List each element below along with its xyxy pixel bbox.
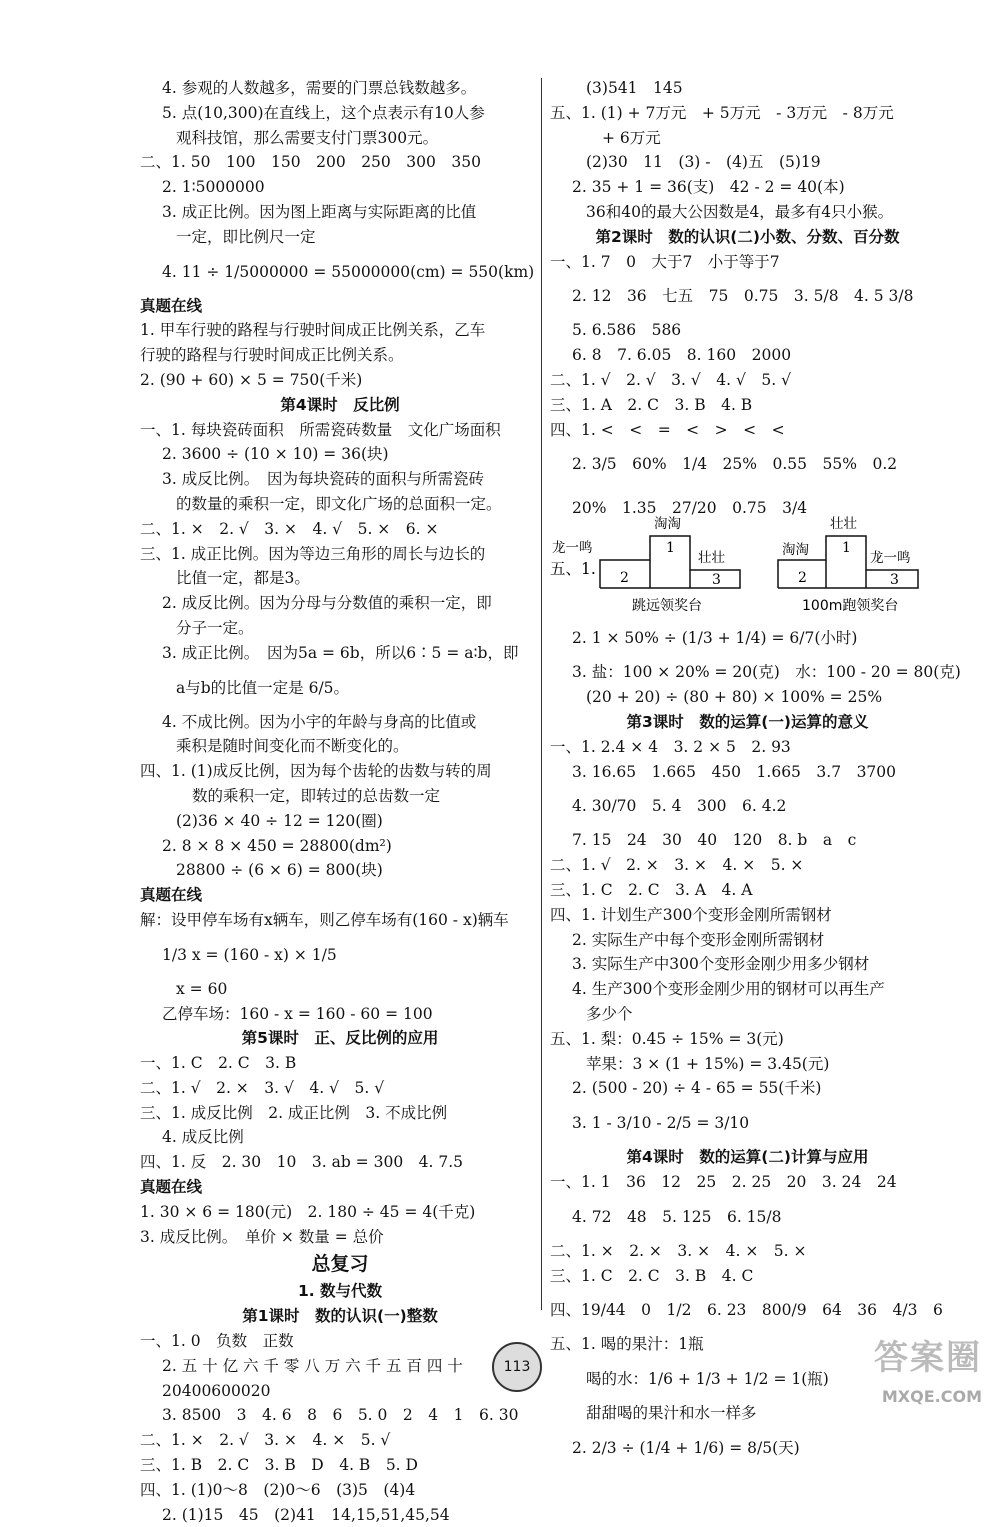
- right-top-line: 四、1. < < = < > < <: [550, 420, 785, 439]
- podium-left-caption: 跳远领奖台: [632, 598, 702, 615]
- left-line: 解：设甲停车场有x辆车，则乙停车场有(160 - x)辆车: [140, 910, 509, 929]
- right-bottom-line: 三、1. C 2. C 3. A 4. A: [550, 880, 753, 899]
- left-line: 4. 成反比例: [162, 1128, 244, 1147]
- left-line: 四、1. 反 2. 30 10 3. ab = 300 4. 7.5: [140, 1153, 464, 1172]
- podium-right-first-name: 壮壮: [830, 516, 857, 533]
- left-line: (2)36 × 40 ÷ 12 = 120(圈): [176, 811, 383, 830]
- left-line: 2. 3600 ÷ (10 × 10) = 36(块): [162, 445, 389, 464]
- left-line: 的数量的乘积一定，即文化广场的总面积一定。: [176, 494, 502, 513]
- podium-right-caption: 100m跑领奖台: [802, 598, 899, 615]
- left-line: 第4课时 反比例: [280, 395, 400, 414]
- left-line: 1. 30 × 6 = 180(元) 2. 180 ÷ 45 = 4(千克): [140, 1202, 476, 1221]
- right-bottom-line: 多少个: [586, 1004, 633, 1023]
- podium-right-place-2: 2: [798, 570, 807, 587]
- left-line: 1/3 x = (160 - x) × 1/5: [162, 945, 337, 964]
- left-line: 行驶的路程与行驶时间成正比例关系。: [140, 346, 404, 365]
- right-top-line: 2. 3/5 60% 1/4 25% 0.55 55% 0.2: [572, 455, 898, 474]
- right-bottom-line: 二、1. × 2. × 3. × 4. × 5. ×: [550, 1241, 807, 1260]
- left-line: 乙停车场：160 - x = 160 - 60 = 100: [162, 1004, 433, 1023]
- right-bottom-line: 7. 15 24 30 40 120 8. b a c: [572, 831, 857, 850]
- left-line: 3. 成反比例。 单价 × 数量 = 总价: [140, 1227, 384, 1246]
- podium-left-place-1: 1: [666, 540, 675, 557]
- left-line: x = 60: [176, 979, 228, 998]
- right-bottom-line: 三、1. C 2. C 3. B 4. C: [550, 1266, 754, 1285]
- right-bottom-line: 2. 2/3 ÷ (1/4 + 1/6) = 8/5(天): [572, 1438, 800, 1457]
- left-line: 1. 甲车行驶的路程与行驶时间成正比例关系，乙车: [140, 321, 486, 340]
- right-bottom-line: 五、1. 喝的果汁：1瓶: [550, 1335, 704, 1354]
- right-bottom-line: 一、1. 1 36 12 25 2. 25 20 3. 24 24: [550, 1172, 897, 1191]
- right-top-line: 三、1. A 2. C 3. B 4. B: [550, 395, 753, 414]
- left-line: 第5课时 正、反比例的应用: [241, 1029, 439, 1048]
- left-line: 四、1. (1)成反比例，因为每个齿轮的齿数与转的周: [140, 762, 492, 781]
- podium-left-third-name: 壮壮: [698, 550, 725, 567]
- podium-svg: [550, 516, 945, 616]
- right-bottom-line: 五、1. 梨：0.45 ÷ 15% = 3(元): [550, 1029, 784, 1048]
- right-bottom-line: 第3课时 数的运算(一)运算的意义: [626, 712, 869, 731]
- left-line: 三、1. 成反比例 2. 成正比例 3. 不成比例: [140, 1103, 448, 1122]
- right-bottom-line: 4. 30/70 5. 4 300 6. 4.2: [572, 797, 787, 816]
- left-line: 一、1. C 2. C 3. B: [140, 1054, 297, 1073]
- right-top-line: 2. 12 36 七五 75 0.75 3. 5/8 4. 5 3/8: [572, 287, 914, 306]
- left-line: 3. 8500 3 4. 6 8 6 5. 0 2 4 1 6. 30: [162, 1406, 519, 1425]
- right-bottom-line: 3. 16.65 1.665 450 1.665 3.7 3700: [572, 762, 897, 781]
- left-line: 4. 不成比例。因为小宇的年龄与身高的比值或: [162, 712, 477, 731]
- left-line: 28800 ÷ (6 × 6) = 800(块): [176, 861, 383, 880]
- right-bottom-line: 2. (500 - 20) ÷ 4 - 65 = 55(千米): [572, 1079, 822, 1098]
- right-top-line: 五、1. (1) + 7万元 + 5万元 - 3万元 - 8万元: [550, 103, 894, 122]
- right-top-line: 6. 8 7. 6.05 8. 160 2000: [572, 346, 792, 365]
- left-line: 4. 11 ÷ 1/5000000 = 55000000(cm) = 550(km): [162, 262, 535, 281]
- watermark: [818, 1330, 990, 1410]
- right-bottom-line: 二、1. √ 2. × 3. × 4. × 5. ×: [550, 856, 804, 875]
- right-top-line: (2)30 11 (3) - (4)五 (5)19: [586, 153, 821, 172]
- podium-prefix: 五、1.: [550, 560, 596, 579]
- right-bottom-line: 4. 72 48 5. 125 6. 15/8: [572, 1207, 782, 1226]
- left-line: 4. 参观的人数越多，需要的门票总钱数越多。: [162, 79, 477, 97]
- left-line: 二、1. × 2. √ 3. × 4. √ 5. × 6. ×: [140, 519, 439, 538]
- left-line: 四、1. (1)0～8 (2)0～6 (3)5 (4)4: [140, 1480, 416, 1499]
- left-line: 2. 成反比例。因为分母与分数值的乘积一定，即: [162, 594, 492, 613]
- right-column: [550, 76, 961, 1470]
- left-line: 3. 成反比例。 因为每块瓷砖的面积与所需瓷砖: [162, 470, 484, 489]
- left-line: 真题在线: [140, 296, 203, 315]
- podium-right-second-name: 淘淘: [782, 542, 809, 559]
- left-line: 20400600020: [162, 1381, 271, 1400]
- right-bottom-line: 一、1. 2.4 × 4 3. 2 × 5 2. 93: [550, 737, 791, 756]
- column-divider: [541, 78, 542, 1310]
- left-line: 一、1. 每块瓷砖面积 所需瓷砖数量 文化广场面积: [140, 420, 501, 439]
- left-line: 比值一定，都是3。: [176, 569, 310, 588]
- right-top-line: 5. 6.586 586: [572, 321, 682, 340]
- right-bottom-line: 3. 盐：100 × 20% = 20(克) 水：100 - 20 = 80(克): [572, 663, 961, 682]
- podium-left-second-name: 龙一鸣: [552, 540, 593, 557]
- podium-right-place-1: 1: [842, 540, 851, 557]
- left-line: 三、1. 成正比例。因为等边三角形的周长与边长的: [140, 544, 486, 563]
- right-top-line: 20% 1.35 27/20 0.75 3/4: [572, 499, 808, 518]
- left-line: 三、1. B 2. C 3. B D 4. B 5. D: [140, 1456, 418, 1475]
- right-top-line: 第2课时 数的认识(二)小数、分数、百分数: [595, 227, 900, 246]
- right-bottom-line: 3. 实际生产中300个变形金刚少用多少钢材: [572, 955, 870, 974]
- left-column: [140, 76, 540, 1527]
- left-line: 真题在线: [140, 1178, 203, 1197]
- right-top-section: [550, 76, 945, 533]
- left-line: 一、1. 0 负数 正数: [140, 1332, 294, 1351]
- left-line: 2. (90 + 60) × 5 = 750(千米): [140, 370, 363, 389]
- watermark-url: MXQE.COM: [881, 1387, 982, 1406]
- right-bottom-line: 甜甜喝的果汁和水一样多: [586, 1404, 757, 1423]
- right-top-line: 二、1. √ 2. √ 3. √ 4. √ 5. √: [550, 370, 791, 389]
- left-line: 2. 8 × 8 × 450 = 28800(dm²): [162, 836, 392, 855]
- left-line: 1. 数与代数: [297, 1282, 383, 1301]
- podium-right-third-name: 龙一鸣: [870, 550, 911, 567]
- left-line: 第1课时 数的认识(一)整数: [242, 1307, 438, 1326]
- left-line: 乘积是随时间变化而不断变化的。: [176, 737, 409, 756]
- left-line: 2. 1∶5000000: [162, 178, 265, 197]
- page-number: 113: [492, 1342, 542, 1392]
- right-bottom-line: 苹果：3 × (1 + 15%) = 3.45(元): [586, 1054, 830, 1073]
- right-bottom-line: 喝的水：1/6 + 1/3 + 1/2 = 1(瓶): [586, 1370, 829, 1389]
- left-line: 3. 成正比例。 因为5a = 6b，所以6∶5 = a∶b，即: [162, 643, 519, 662]
- right-top-line: 2. 35 + 1 = 36(支) 42 - 2 = 40(本): [572, 178, 845, 197]
- left-line: 二、1. √ 2. × 3. √ 4. √ 5. √: [140, 1078, 385, 1097]
- right-bottom-line: (20 + 20) ÷ (80 + 80) × 100% = 25%: [586, 688, 883, 707]
- left-line: 分子一定。: [176, 618, 254, 637]
- right-bottom-line: 4. 生产300个变形金刚少用的钢材可以再生产: [572, 980, 885, 999]
- left-line: 真题在线: [140, 886, 203, 905]
- left-line: 2. 五 十 亿 六 千 零 八 万 六 千 五 百 四 十: [162, 1356, 463, 1375]
- left-line: a与b的比值一定是 6/5。: [176, 678, 350, 697]
- right-bottom-line: 3. 1 - 3/10 - 2/5 = 3/10: [572, 1114, 750, 1133]
- right-top-line: 36和40的最大公因数是4，最多有4只小猴。: [586, 202, 894, 221]
- podium-left-first-name: 淘淘: [654, 516, 681, 533]
- left-line: 二、1. 50 100 150 200 250 300 350: [140, 153, 481, 172]
- watermark-logo: 答案圈: [874, 1338, 982, 1378]
- left-line: 数的乘积一定，即转过的总齿数一定: [192, 786, 441, 805]
- podium-left-place-2: 2: [620, 570, 629, 587]
- podium-left-place-3: 3: [712, 572, 721, 589]
- left-line: 3. 成正比例。因为图上距离与实际距离的比值: [162, 202, 477, 221]
- left-line: 总复习: [311, 1253, 369, 1276]
- left-line: 二、1. × 2. √ 3. × 4. × 5. √: [140, 1431, 391, 1450]
- left-line: 2. (1)15 45 (2)41 14,15,51,45,54: [162, 1505, 450, 1524]
- podium-right-place-3: 3: [890, 572, 899, 589]
- right-bottom-line: 四、19/44 0 1/2 6. 23 800/9 64 36 4/3 6: [550, 1301, 943, 1320]
- right-bottom-line: 2. 实际生产中每个变形金刚所需钢材: [572, 930, 825, 949]
- right-bottom-line: 四、1. 计划生产300个变形金刚所需钢材: [550, 905, 832, 924]
- right-bottom-line: 2. 1 × 50% ÷ (1/3 + 1/4) = 6/7(小时): [572, 629, 858, 648]
- podium-diagrams: [550, 516, 945, 616]
- right-top-line: + 6万元: [602, 128, 661, 147]
- right-top-line: 一、1. 7 0 大于7 小于等于7: [550, 252, 780, 271]
- left-line: 一定，即比例尺一定: [176, 227, 316, 246]
- right-bottom-line: 第4课时 数的运算(二)计算与应用: [626, 1148, 869, 1167]
- right-top-line: (3)541 145: [586, 79, 683, 97]
- left-line: 5. 点(10,300)在直线上，这个点表示有10人参: [162, 103, 485, 122]
- left-line: 观科技馆，那么需要支付门票300元。: [176, 128, 439, 147]
